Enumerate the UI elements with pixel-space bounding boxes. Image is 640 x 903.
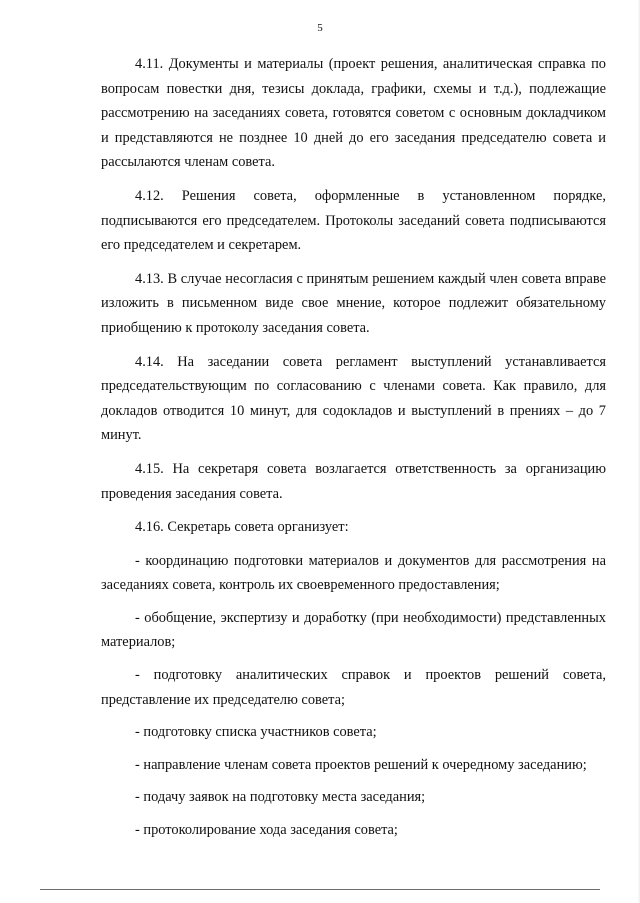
list-item: - подготовку аналитических справок и проектов решений совета, представление их председателю совета; <box>101 667 606 708</box>
list-item: - подготовку списка участников совета; <box>135 724 377 741</box>
paragraph-4-16: 4.16. Секретарь совета организует: <box>135 519 349 536</box>
document-body <box>101 52 606 851</box>
list-item: - направление членам совета проектов решений к очередному заседанию; <box>135 756 587 773</box>
paragraph-4-13: 4.13. В случае несогласия с принятым решением каждый член совета вправе изложить в письменном виде свое мнение, которое подлежит обязательному приобщению к протоколу заседания совета. <box>101 270 606 336</box>
paragraph-4-14: 4.14. На заседании совета регламент выступлений устанавливается председательствующим по согласованию с членами совета. Как правило, для докладов отводится 10 минут, для содокладов и выступлений в прениях – до 7 минут. <box>101 353 606 444</box>
list-item: - обобщение, экспертизу и доработку (при необходимости) представленных материалов; <box>101 609 606 651</box>
list-item: - координацию подготовки материалов и документов для рассмотрения на заседаниях совета, контроль их своевременного предоставления; <box>101 552 606 594</box>
paragraph-4-12: 4.12. Решения совета, оформленные в установленном порядке, подписываются его председателем. Протоколы заседаний совета подписываются его председателем и секретарем. <box>101 187 606 254</box>
paragraph-4-15: 4.15. На секретаря совета возлагается ответственность за организацию проведения заседания совета. <box>101 460 606 502</box>
list-item: - протоколирование хода заседания совета; <box>135 822 398 839</box>
page-number: 5 <box>317 22 323 34</box>
list-item: - подачу заявок на подготовку места заседания; <box>135 789 426 806</box>
footer-divider <box>40 889 600 890</box>
paragraph-4-11: 4.11. Документы и материалы (проект решения, аналитическая справка по вопросам повестки дня, тезисы доклада, графики, схемы и т.д.), подлежащие рассмотрению на заседаниях совета, готовятся советом с основным докладчиком и представляются не позднее 10 дней до его заседания председателю совета и рассылаются членам совета. <box>101 56 606 171</box>
